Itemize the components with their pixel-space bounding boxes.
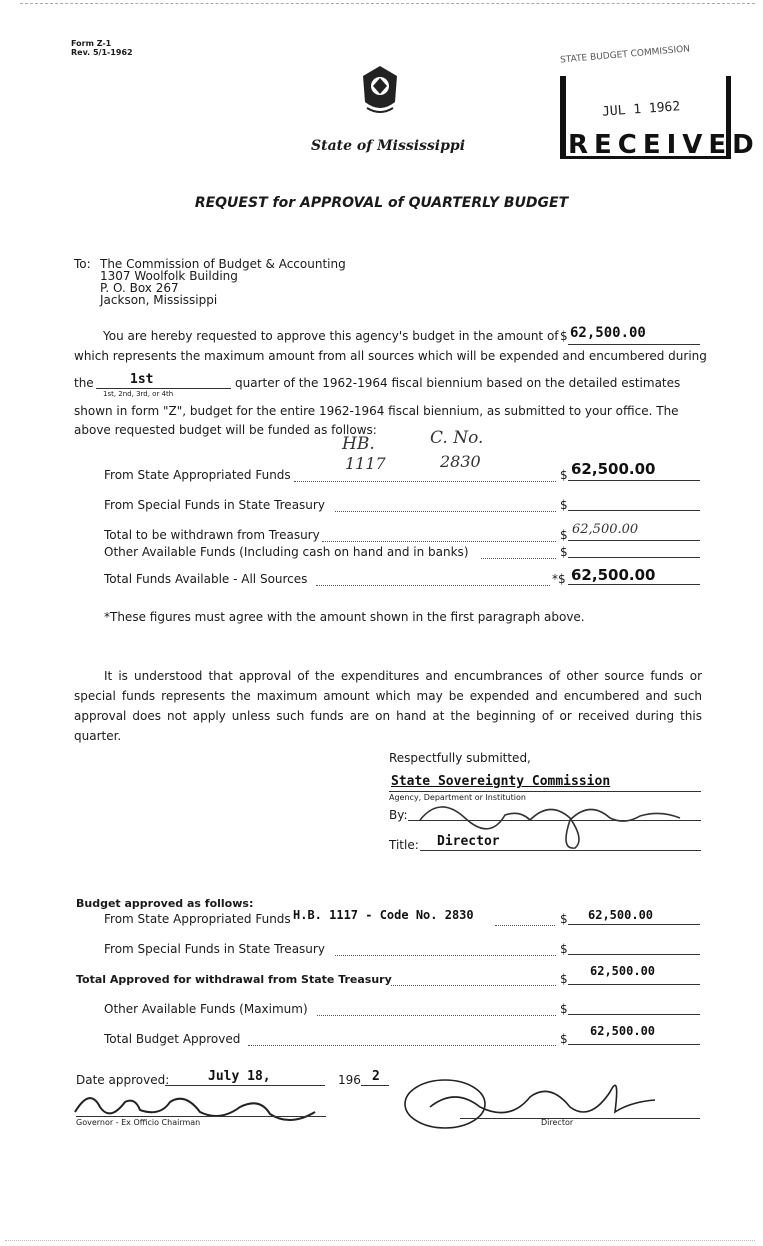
- state-seal-icon: [359, 64, 401, 116]
- handnote-code-number: 2830: [440, 452, 481, 471]
- funds-total-line: [568, 584, 700, 585]
- funds-special-label: From Special Funds in State Treasury: [104, 498, 325, 512]
- approved-total-withdrawal-line: [568, 984, 700, 985]
- funds-total-withdrawn-value: 62,500.00: [572, 522, 639, 537]
- handnote-cno: C. No.: [430, 428, 484, 448]
- agency-name: State Sovereignty Commission: [391, 774, 611, 789]
- governor-label: Governor - Ex Officio Chairman: [76, 1118, 201, 1127]
- scan-top-border: [20, 3, 755, 4]
- funds-note: *These figures must agree with the amount shown in the first paragraph above.: [104, 610, 585, 624]
- approved-other-line: [568, 1014, 700, 1015]
- quarter-line: [96, 388, 231, 389]
- request-amount: 62,500.00: [570, 325, 646, 341]
- approved-other-label: Other Available Funds (Maximum): [104, 1002, 308, 1016]
- approved-state-label: From State Appropriated Funds: [104, 912, 291, 926]
- request-line-1: You are hereby requested to approve this agency's budget in the amount of: [103, 329, 559, 343]
- request-line-4: shown in form "Z", budget for the entire 1962-1964 fiscal biennium, as submitted to your office. The: [74, 404, 679, 418]
- approved-state-value: 62,500.00: [588, 908, 654, 922]
- funds-total-label: Total Funds Available - All Sources: [104, 572, 308, 586]
- funds-state-label: From State Appropriated Funds: [104, 468, 291, 482]
- stamp-commission: STATE BUDGET COMMISSION: [559, 44, 691, 66]
- address-line-3: P. O. Box 267: [100, 281, 179, 295]
- by-label: By:: [389, 808, 408, 822]
- handnote-hb: HB.: [342, 434, 375, 454]
- funds-state-value: 62,500.00: [571, 460, 656, 478]
- request-quarter: 1st: [130, 372, 154, 387]
- title-line: [420, 850, 701, 851]
- respectfully-submitted: Respectfully submitted,: [389, 751, 531, 765]
- title-value: Director: [437, 834, 500, 849]
- funds-special-dots: [335, 511, 556, 512]
- address-to: To:: [74, 257, 91, 271]
- approved-special-line: [568, 954, 700, 955]
- funds-other-line: [568, 557, 700, 558]
- approved-total-label: Total Budget Approved: [104, 1032, 241, 1046]
- request-dollar: $: [560, 329, 568, 343]
- approved-total-withdrawal-label: Total Approved for withdrawal from State Treasury: [76, 973, 392, 986]
- funds-special-dollar: $: [560, 498, 568, 512]
- request-line-3: quarter of the 1962-1964 fiscal biennium based on the detailed estimates: [235, 376, 681, 390]
- approved-total-dollar: $: [560, 1032, 568, 1046]
- address-line-4: Jackson, Mississippi: [100, 293, 218, 307]
- governor-line: [76, 1116, 326, 1117]
- date-approved-value: July 18,: [208, 1069, 271, 1084]
- approved-total-withdrawal-value: 62,500.00: [590, 964, 656, 978]
- approved-heading: Budget approved as follows:: [76, 897, 254, 910]
- approved-total-withdrawal-dots: [391, 985, 556, 986]
- handnote-hb-number: 1117: [345, 454, 386, 473]
- agency-label: Agency, Department or Institution: [389, 793, 526, 802]
- year-prefix: 196: [338, 1073, 361, 1087]
- approved-special-dots: [335, 955, 556, 956]
- date-approved-label: Date approved:: [76, 1073, 170, 1087]
- funds-total-dots: [316, 585, 550, 586]
- funds-total-withdrawn-line: [568, 540, 700, 541]
- approved-total-dots: [248, 1045, 556, 1046]
- approved-state-line: [568, 924, 700, 925]
- funds-state-dots: [294, 481, 556, 482]
- form-number: Form Z-1: [71, 39, 112, 48]
- funds-special-line: [568, 510, 700, 511]
- director-signature: [400, 1062, 660, 1142]
- approved-total-line: [568, 1044, 700, 1045]
- funds-other-dots: [481, 558, 556, 559]
- quarter-hint: 1st, 2nd, 3rd, or 4th: [103, 390, 174, 398]
- funds-other-label: Other Available Funds (Including cash on hand and in banks): [104, 545, 469, 559]
- address-line-2: 1307 Woolfolk Building: [100, 269, 238, 283]
- director-label: Director: [541, 1118, 574, 1127]
- form-revision: Rev. 5/1-1962: [71, 48, 133, 57]
- year-digit: 2: [372, 1069, 380, 1084]
- request-line-2: which represents the maximum amount from all sources which will be expended and encumbered during: [74, 349, 707, 363]
- approved-special-label: From Special Funds in State Treasury: [104, 942, 325, 956]
- request-the: the: [74, 376, 94, 390]
- approved-state-dollar: $: [560, 912, 568, 926]
- funds-state-line: [568, 480, 700, 481]
- received-stamp: [559, 44, 760, 160]
- form-title: REQUEST for APPROVAL of QUARTERLY BUDGET: [194, 195, 569, 211]
- funds-total-withdrawn-dots: [322, 541, 556, 542]
- year-line: [361, 1085, 389, 1086]
- approved-total-withdrawal-dollar: $: [560, 972, 568, 986]
- approved-state-dots: [495, 925, 555, 926]
- title-label: Title:: [389, 838, 419, 852]
- approved-total-value: 62,500.00: [590, 1024, 656, 1038]
- director-line: [460, 1118, 700, 1119]
- funds-total-withdrawn-label: Total to be withdrawn from Treasury: [104, 528, 320, 542]
- funds-total-withdrawn-dollar: $: [560, 528, 568, 542]
- funds-state-dollar: $: [560, 468, 568, 482]
- stamp-date: JUL 1 1962: [601, 99, 681, 120]
- request-amount-line: [568, 344, 700, 345]
- approved-state-reference: H.B. 1117 - Code No. 2830: [293, 908, 474, 922]
- state-name: State of Mississippi: [311, 138, 466, 154]
- approved-other-dollar: $: [560, 1002, 568, 1016]
- approved-special-dollar: $: [560, 942, 568, 956]
- scan-bottom-border: [5, 1240, 755, 1241]
- stamp-received: RECEIVED: [568, 130, 760, 160]
- understood-paragraph: It is understood that approval of the expenditures and encumbrances of other source funds or special funds represents the maximum amount which may be expended and encumbered and such approval does not apply unless such funds are on hand at the beginning of or received during this quarter.: [74, 669, 702, 743]
- funds-other-dollar: $: [560, 545, 568, 559]
- funds-total-dollar: *$: [552, 572, 566, 586]
- approved-other-dots: [317, 1015, 556, 1016]
- request-line-5: above requested budget will be funded as follows:: [74, 423, 377, 437]
- funds-total-value: 62,500.00: [571, 566, 656, 584]
- address-line-1: The Commission of Budget & Accounting: [100, 257, 346, 271]
